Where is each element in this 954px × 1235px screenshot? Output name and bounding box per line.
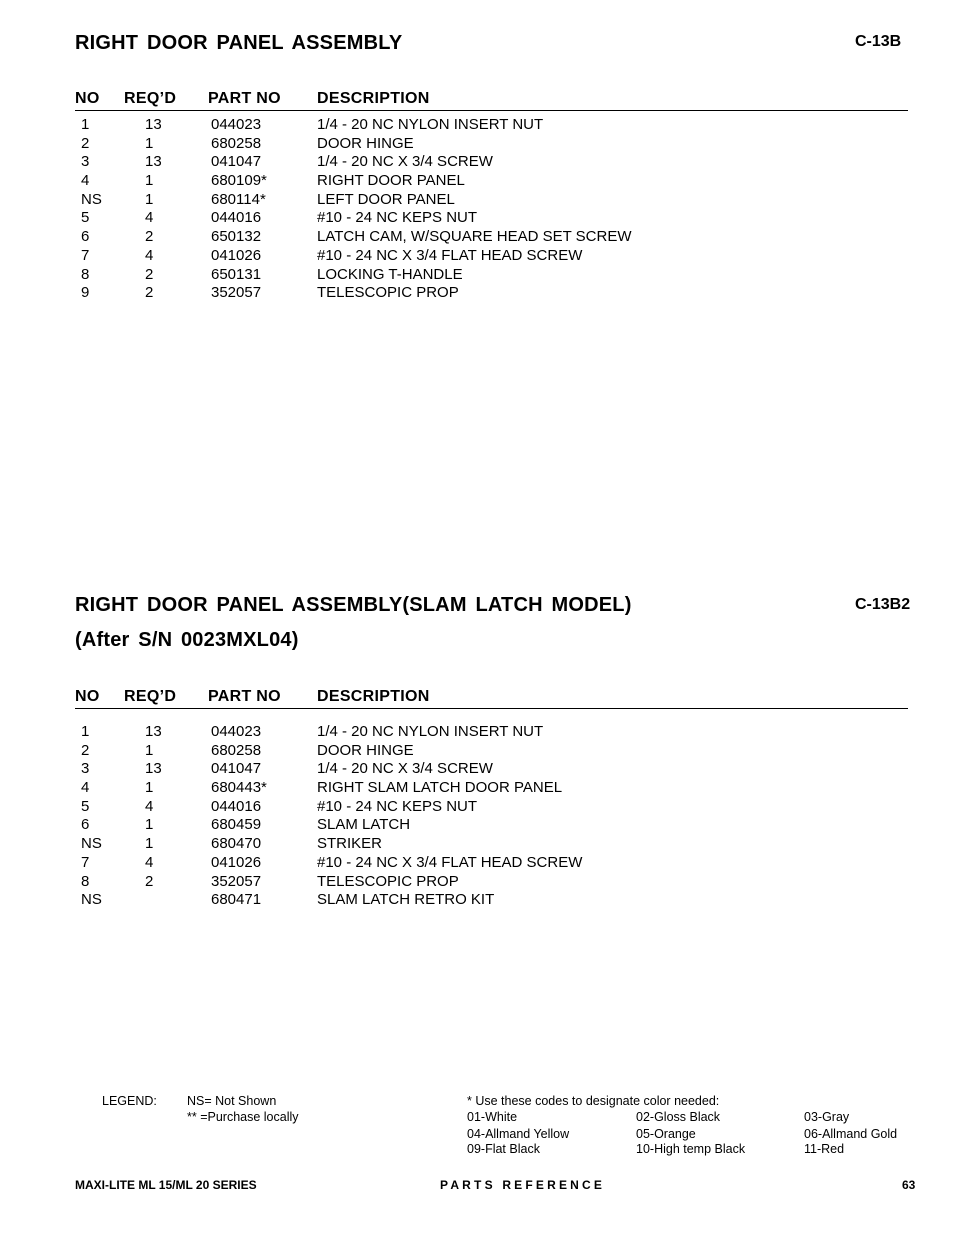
part-number: 680258 bbox=[211, 741, 262, 759]
part-number: 680471 bbox=[211, 891, 262, 909]
item-number: 4 bbox=[81, 172, 90, 190]
item-number: 8 bbox=[81, 265, 90, 283]
part-number: 680109* bbox=[211, 172, 267, 190]
part-description: 1/4 - 20 NC NYLON INSERT NUT bbox=[317, 116, 544, 133]
color-code: 04-Allmand Yellow bbox=[467, 1127, 570, 1141]
quantity-required: 1 bbox=[145, 172, 154, 190]
section1-parts-list bbox=[75, 116, 908, 303]
quantity-required: 2 bbox=[145, 265, 154, 283]
table-row bbox=[75, 816, 908, 835]
table-row bbox=[75, 266, 908, 285]
part-description: SLAM LATCH bbox=[317, 816, 411, 834]
color-code: 05-Orange bbox=[636, 1127, 696, 1141]
quantity-required: 4 bbox=[145, 853, 154, 871]
quantity-required: 1 bbox=[145, 816, 154, 834]
color-code: 03-Gray bbox=[804, 1110, 850, 1124]
quantity-required: 1 bbox=[145, 190, 154, 208]
part-description: LATCH CAM, W/SQUARE HEAD SET SCREW bbox=[317, 228, 632, 246]
part-description: RIGHT SLAM LATCH DOOR PANEL bbox=[317, 779, 563, 797]
part-description: SLAM LATCH RETRO KIT bbox=[317, 891, 495, 909]
part-description: STRIKER bbox=[317, 835, 383, 853]
legend-label: LEGEND: bbox=[102, 1094, 157, 1108]
legend-purchase-locally: ** =Purchase locally bbox=[187, 1110, 299, 1124]
table-row bbox=[75, 116, 908, 135]
quantity-required: 13 bbox=[145, 723, 162, 740]
header-description: DESCRIPTION bbox=[317, 688, 430, 705]
table-row bbox=[75, 284, 908, 303]
part-number: 680470 bbox=[211, 835, 262, 853]
section1-title: RIGHT DOOR PANEL ASSEMBLY bbox=[75, 32, 403, 54]
item-number: 2 bbox=[81, 741, 90, 759]
header-description: DESCRIPTION bbox=[317, 90, 430, 107]
quantity-required: 1 bbox=[145, 134, 154, 152]
part-number: 680459 bbox=[211, 816, 262, 834]
table-row bbox=[75, 135, 908, 154]
color-code-note: * Use these codes to designate color needed: bbox=[467, 1094, 720, 1108]
footer-parts-reference: PARTS REFERENCE bbox=[440, 1178, 606, 1192]
color-code: 11-Red bbox=[804, 1142, 845, 1156]
item-number: 3 bbox=[81, 153, 90, 171]
part-number: 041026 bbox=[211, 853, 262, 871]
table-row bbox=[75, 247, 908, 266]
section2-code: C-13B2 bbox=[855, 596, 911, 613]
part-number: 680114* bbox=[211, 190, 266, 208]
section2-subtitle: (After S/N 0023MXL04) bbox=[75, 629, 299, 651]
part-description: 1/4 - 20 NC NYLON INSERT NUT bbox=[317, 723, 544, 740]
quantity-required: 1 bbox=[145, 741, 154, 759]
part-number: 044016 bbox=[211, 209, 262, 227]
table-row bbox=[75, 760, 908, 779]
part-description: #10 - 24 NC X 3/4 FLAT HEAD SCREW bbox=[317, 853, 583, 871]
color-code: 01-White bbox=[467, 1110, 518, 1124]
page-number: 63 bbox=[902, 1178, 916, 1192]
item-number: 2 bbox=[81, 134, 90, 152]
part-description: 1/4 - 20 NC X 3/4 SCREW bbox=[317, 760, 493, 778]
item-number: 9 bbox=[81, 284, 90, 302]
header-reqd: REQ’D bbox=[124, 90, 177, 107]
header-part-no: PART NO bbox=[208, 688, 281, 705]
quantity-required: 4 bbox=[145, 797, 154, 815]
header-no: NO bbox=[75, 688, 100, 705]
table-row bbox=[75, 191, 908, 210]
item-number: 5 bbox=[81, 209, 90, 227]
part-number: 650131 bbox=[211, 265, 262, 283]
quantity-required: 2 bbox=[145, 872, 154, 890]
quantity-required: 13 bbox=[145, 116, 162, 133]
quantity-required: 13 bbox=[145, 760, 162, 778]
table-row bbox=[75, 742, 908, 761]
table-row bbox=[75, 172, 908, 191]
item-number: 8 bbox=[81, 872, 90, 890]
table-row bbox=[75, 854, 908, 873]
table-row bbox=[75, 891, 908, 910]
color-code: 09-Flat Black bbox=[467, 1142, 540, 1156]
item-number: NS bbox=[81, 835, 102, 853]
part-number: 352057 bbox=[211, 284, 262, 302]
item-number: 6 bbox=[81, 228, 90, 246]
color-code: 02-Gloss Black bbox=[636, 1110, 721, 1124]
section2-table-header bbox=[75, 686, 908, 709]
quantity-required: 1 bbox=[145, 779, 154, 797]
color-code: 10-High temp Black bbox=[636, 1142, 746, 1156]
quantity-required: 2 bbox=[145, 284, 154, 302]
color-code: 06-Allmand Gold bbox=[804, 1127, 898, 1141]
quantity-required: 2 bbox=[145, 228, 154, 246]
item-number: NS bbox=[81, 891, 102, 909]
item-number: 4 bbox=[81, 779, 90, 797]
part-number: 044023 bbox=[211, 723, 262, 740]
quantity-required: 4 bbox=[145, 209, 154, 227]
legend-not-shown: NS= Not Shown bbox=[187, 1094, 277, 1108]
part-description: DOOR HINGE bbox=[317, 741, 414, 759]
item-number: 7 bbox=[81, 853, 90, 871]
part-number: 680443* bbox=[211, 779, 267, 797]
part-description: RIGHT DOOR PANEL bbox=[317, 172, 465, 190]
part-description: LEFT DOOR PANEL bbox=[317, 190, 455, 208]
footer-series: MAXI-LITE ML 15/ML 20 SERIES bbox=[75, 1178, 257, 1192]
item-number: 6 bbox=[81, 816, 90, 834]
part-number: 352057 bbox=[211, 872, 262, 890]
quantity-required: 13 bbox=[145, 153, 162, 171]
item-number: 1 bbox=[81, 116, 90, 133]
part-description: #10 - 24 NC KEPS NUT bbox=[317, 209, 478, 227]
section2-parts-list bbox=[75, 723, 908, 910]
header-part-no: PART NO bbox=[208, 90, 281, 107]
table-row bbox=[75, 153, 908, 172]
section2-title: RIGHT DOOR PANEL ASSEMBLY(SLAM LATCH MODEL) bbox=[75, 594, 632, 616]
part-number: 044016 bbox=[211, 797, 262, 815]
part-description: LOCKING T-HANDLE bbox=[317, 265, 463, 283]
item-number: 1 bbox=[81, 723, 90, 740]
part-number: 041047 bbox=[211, 153, 262, 171]
header-reqd: REQ’D bbox=[124, 688, 177, 705]
item-number: 7 bbox=[81, 246, 90, 264]
table-row bbox=[75, 835, 908, 854]
part-number: 041026 bbox=[211, 246, 262, 264]
table-row bbox=[75, 798, 908, 817]
part-description: TELESCOPIC PROP bbox=[317, 284, 459, 302]
item-number: NS bbox=[81, 190, 102, 208]
table-row bbox=[75, 779, 908, 798]
quantity-required: 4 bbox=[145, 246, 154, 264]
part-description: TELESCOPIC PROP bbox=[317, 872, 459, 890]
header-no: NO bbox=[75, 90, 100, 107]
part-number: 041047 bbox=[211, 760, 262, 778]
table-row bbox=[75, 209, 908, 228]
part-number: 650132 bbox=[211, 228, 262, 246]
table-row bbox=[75, 873, 908, 892]
section1-code: C-13B bbox=[855, 33, 902, 50]
quantity-required: 1 bbox=[145, 835, 154, 853]
part-description: #10 - 24 NC KEPS NUT bbox=[317, 797, 478, 815]
item-number: 5 bbox=[81, 797, 90, 815]
part-description: #10 - 24 NC X 3/4 FLAT HEAD SCREW bbox=[317, 246, 583, 264]
part-description: DOOR HINGE bbox=[317, 134, 414, 152]
table-row bbox=[75, 228, 908, 247]
table-row bbox=[75, 723, 908, 742]
section1-table-header bbox=[75, 88, 908, 111]
part-description: 1/4 - 20 NC X 3/4 SCREW bbox=[317, 153, 493, 171]
part-number: 044023 bbox=[211, 116, 262, 133]
part-number: 680258 bbox=[211, 134, 262, 152]
item-number: 3 bbox=[81, 760, 90, 778]
